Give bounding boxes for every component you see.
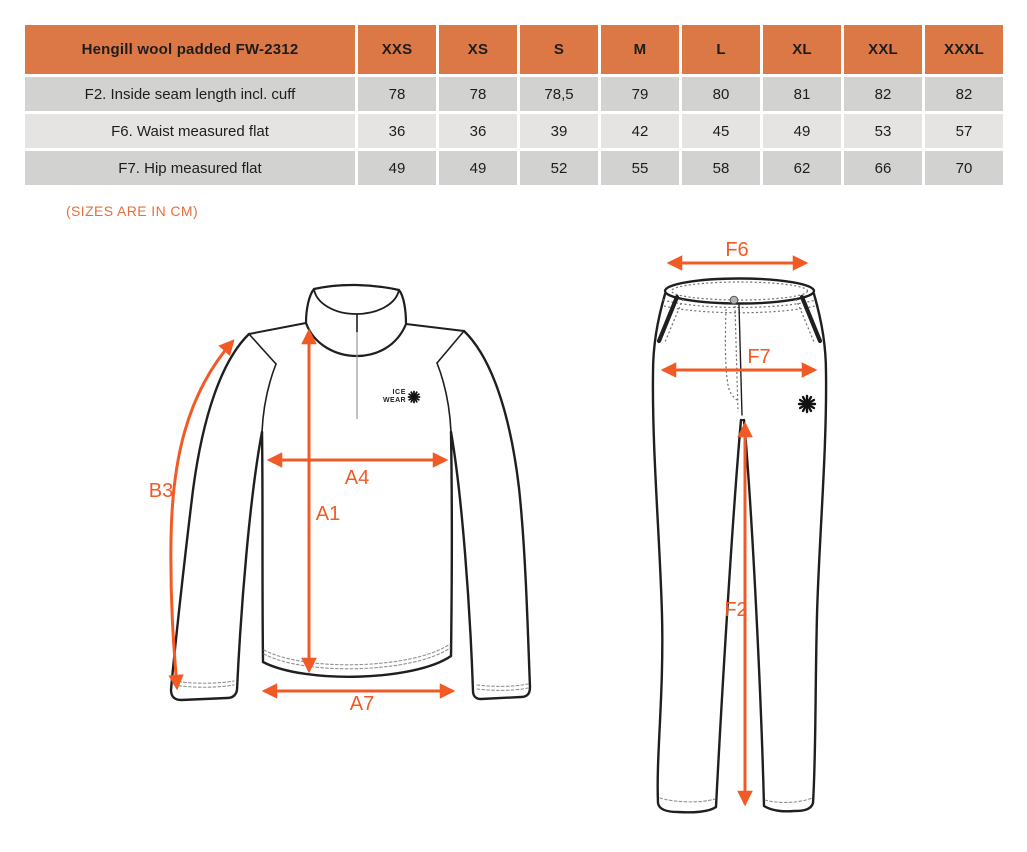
- right-shoulder-panel-seam: [437, 331, 464, 363]
- cell-value: 45: [682, 114, 760, 148]
- cell-value: 57: [925, 114, 1003, 148]
- cell-value: 70: [925, 151, 1003, 185]
- sizes-unit-note: (SIZES ARE IN CM): [66, 203, 199, 219]
- row-label: F2. Inside seam length incl. cuff: [25, 77, 355, 111]
- pants-left-outline: [653, 294, 741, 812]
- row-label: F7. Hip measured flat: [25, 151, 355, 185]
- cell-value: 36: [358, 114, 436, 148]
- size-header-xxs: XXS: [358, 25, 436, 74]
- size-header-xxl: XXL: [844, 25, 922, 74]
- a4-label: A4: [344, 467, 370, 489]
- cell-value: 79: [601, 77, 679, 111]
- brand-logo-line2: WEAR: [383, 397, 406, 404]
- right-shoulder-seam: [406, 324, 464, 331]
- collar-inner: [314, 285, 399, 314]
- cell-value: 36: [439, 114, 517, 148]
- sweater-measurements: [149, 331, 453, 715]
- row-label: F6. Waist measured flat: [25, 114, 355, 148]
- cell-value: 49: [439, 151, 517, 185]
- sweater-drawing: [149, 285, 530, 715]
- cell-value: 66: [844, 151, 922, 185]
- cell-value: 53: [844, 114, 922, 148]
- cell-value: 62: [763, 151, 841, 185]
- cell-value: 58: [682, 151, 760, 185]
- brand-logo: [383, 389, 420, 404]
- f6-label: F6: [725, 239, 749, 261]
- a1-label: A1: [315, 503, 341, 525]
- cell-value: 78,5: [520, 77, 598, 111]
- cell-value: 52: [520, 151, 598, 185]
- product-title-cell: Hengill wool padded FW-2312: [25, 25, 355, 74]
- waist-button: [730, 296, 738, 304]
- snowflake-icon: [409, 392, 420, 403]
- center-front-seam: [739, 305, 742, 415]
- b3-label: B3: [148, 480, 174, 502]
- brand-logo-line1: ICE: [392, 389, 406, 396]
- size-header-xl: XL: [763, 25, 841, 74]
- b3-arrow: [171, 341, 233, 688]
- cell-value: 78: [358, 77, 436, 111]
- left-raglan-seam: [262, 364, 276, 432]
- snowflake-icon: [799, 396, 815, 412]
- cell-value: 49: [763, 114, 841, 148]
- size-header-s: S: [520, 25, 598, 74]
- cell-value: 81: [763, 77, 841, 111]
- cell-value: 78: [439, 77, 517, 111]
- f2-label: F2: [724, 599, 748, 621]
- center-front-stitch: [735, 306, 738, 412]
- size-header-xxxl: XXXL: [925, 25, 1003, 74]
- sweater-left-sleeve: [171, 334, 262, 700]
- left-shoulder-panel-seam: [249, 334, 276, 364]
- pants-right-outline: [744, 294, 826, 811]
- cell-value: 80: [682, 77, 760, 111]
- f7-label: F7: [747, 346, 771, 368]
- size-header-l: L: [682, 25, 760, 74]
- cell-value: 39: [520, 114, 598, 148]
- size-header-m: M: [601, 25, 679, 74]
- cell-value: 55: [601, 151, 679, 185]
- pants-drawing: [653, 239, 826, 812]
- waist-opening: [665, 279, 814, 304]
- waist-opening-stitch: [672, 282, 808, 300]
- cell-value: 82: [925, 77, 1003, 111]
- left-shoulder-seam: [249, 323, 306, 334]
- size-header-xs: XS: [439, 25, 517, 74]
- cell-value: 49: [358, 151, 436, 185]
- fly-stitch: [725, 309, 737, 400]
- cell-value: 42: [601, 114, 679, 148]
- collar: [306, 285, 406, 356]
- cell-value: 82: [844, 77, 922, 111]
- right-raglan-seam: [437, 363, 451, 432]
- sweater-right-sleeve: [451, 331, 530, 699]
- a7-label: A7: [349, 693, 375, 715]
